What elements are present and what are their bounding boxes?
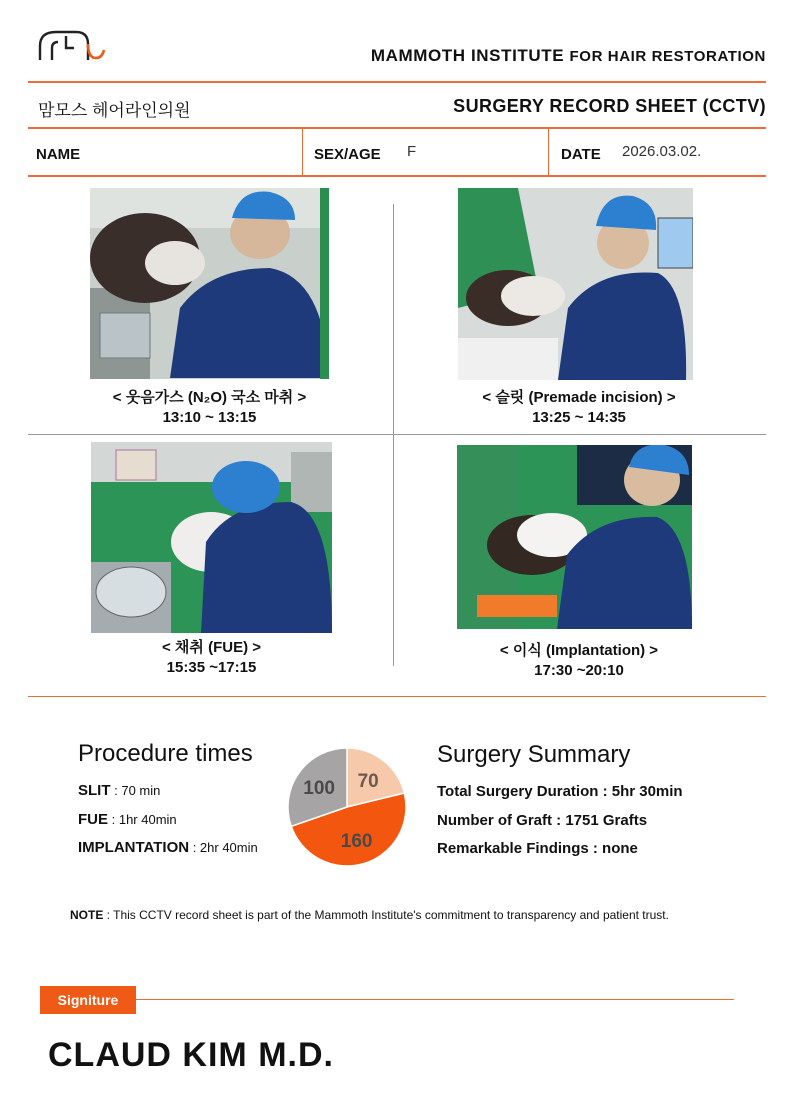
- procedure-label: FUE: [78, 811, 108, 828]
- patient-divider-bottom: [28, 175, 766, 177]
- header-divider-mid: [28, 127, 766, 129]
- procedure-value: : 70 min: [110, 783, 161, 798]
- institute-sub: FOR HAIR RESTORATION: [569, 48, 766, 65]
- photo-section-divider: [28, 696, 766, 697]
- pie-slice-label: 160: [340, 830, 373, 852]
- caption-label: < 채취 (FUE) >: [162, 639, 261, 656]
- caption-time: 13:25 ~ 14:35: [532, 409, 626, 426]
- procedure-item-fue: [78, 811, 177, 828]
- procedure-label: SLIT: [78, 782, 111, 799]
- sexage-value: F: [407, 143, 417, 160]
- photo-caption: [458, 388, 700, 428]
- pie-slice-label: 100: [303, 778, 335, 800]
- caption-label: < 웃음가스 (N₂O) 국소 마취 >: [112, 389, 307, 406]
- cctv-photo-fue: [91, 442, 332, 633]
- photo-caption: [90, 388, 329, 428]
- date-value: 2026.03.02.: [622, 143, 702, 160]
- sheet-title: SURGERY RECORD SHEET (CCTV): [453, 96, 766, 116]
- cctv-photo-implantation: [457, 445, 692, 629]
- note: [70, 908, 669, 922]
- caption-label: < 이식 (Implantation) >: [499, 642, 659, 659]
- signature-line: [136, 999, 734, 1000]
- note-label: NOTE: [70, 908, 104, 922]
- procedure-item-implantation: [78, 839, 258, 856]
- summary-duration: Total Surgery Duration : 5hr 30min: [437, 783, 683, 800]
- summary-title: Surgery Summary: [437, 741, 631, 768]
- header-divider-top: [28, 81, 766, 83]
- procedure-value: : 1hr 40min: [108, 812, 177, 827]
- photo-grid-vertical-line: [393, 204, 394, 666]
- caption-time: 17:30 ~20:10: [534, 662, 624, 679]
- photo-grid-horizontal-line: [28, 434, 766, 435]
- cctv-photo-slit: [458, 188, 693, 380]
- doctor-name: CLAUD KIM M.D.: [48, 1036, 334, 1074]
- procedure-label: IMPLANTATION: [78, 839, 190, 856]
- procedure-item-slit: [78, 782, 160, 799]
- clinic-name-korean: 맘모스 헤어라인의원: [38, 101, 191, 120]
- procedure-time-pie-chart: [286, 746, 408, 868]
- divider: [302, 129, 303, 175]
- pie-slice-label: 70: [357, 771, 379, 793]
- caption-label: < 슬릿 (Premade incision) >: [482, 389, 676, 406]
- date-label: DATE: [561, 146, 601, 163]
- caption-time: 13:10 ~ 13:15: [162, 409, 257, 426]
- caption-time: 15:35 ~17:15: [166, 659, 257, 676]
- signature-tag: Signiture: [40, 986, 136, 1014]
- elephant-logo-icon: [36, 26, 108, 66]
- institute-name: [371, 46, 766, 66]
- sexage-label: SEX/AGE: [314, 146, 381, 163]
- procedure-title: Procedure times: [78, 740, 253, 767]
- institute-main: MAMMOTH INSTITUTE: [370, 46, 565, 65]
- divider: [548, 129, 549, 175]
- summary-grafts: Number of Graft : 1751 Grafts: [437, 812, 648, 829]
- procedure-value: : 2hr 40min: [189, 840, 258, 855]
- summary-findings: Remarkable Findings : none: [437, 840, 638, 857]
- cctv-photo-anesthesia: [90, 188, 329, 379]
- name-label: NAME: [36, 146, 81, 163]
- photo-caption: [457, 641, 701, 681]
- photo-caption: [91, 638, 332, 678]
- note-text: : This CCTV record sheet is part of the Mammoth Institute's commitment to transparency and patient trust.: [103, 908, 669, 922]
